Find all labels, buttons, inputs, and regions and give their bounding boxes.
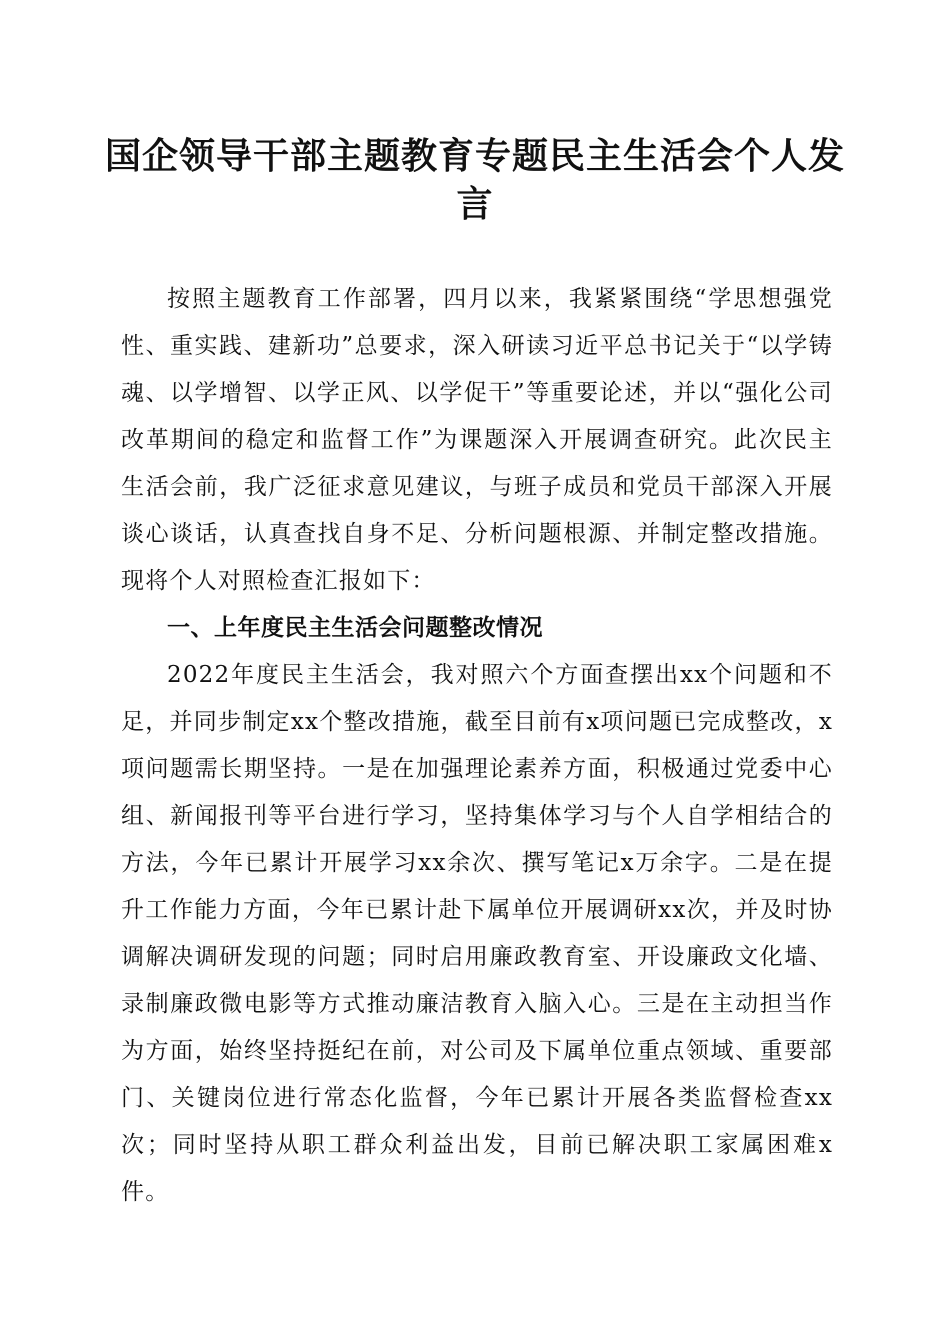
document-title: 国企领导干部主题教育专题民主生活会个人发言	[104, 135, 845, 225]
document-body	[121, 276, 833, 1216]
intro-paragraph: 按照主题教育工作部署，四月以来，我紧紧围绕“学思想强党性、重实践、建新功”总要求，深入研读习近平总书记关于“以学铸魂、以学增智、以学正风、以学促干”等重要论述，并以“强化公司改革期间的稳定和监督工作”为课题深入开展调查研究。此次民主生活会前，我广泛征求意见建议，与班子成员和党员干部深入开展谈心谈话，认真查找自身不足、分析问题根源、并制定整改措施。现将个人对照检查汇报如下：	[121, 286, 833, 594]
rectification-paragraph: 2022年度民主生活会，我对照六个方面查摆出xx个问题和不足，并同步制定xx个整改措施，截至目前有x项问题已完成整改，x项问题需长期坚持。一是在加强理论素养方面，积极通过党委中心组、新闻报刊等平台进行学习，坚持集体学习与个人自学相结合的方法，今年已累计开展学习xx余次、撰写笔记x万余字。二是在提升工作能力方面，今年已累计赴下属单位开展调研xx次，并及时协调解决调研发现的问题；同时启用廉政教育室、开设廉政文化墙、录制廉政微电影等方式推动廉洁教育入脑入心。三是在主动担当作为方面，始终坚持挺纪在前，对公司及下属单位重点领域、重要部门、关键岗位进行常态化监督，今年已累计开展各类监督检查xx次；同时坚持从职工群众利益出发，目前已解决职工家属困难x件。	[121, 662, 833, 1205]
section-heading: 一、上年度民主生活会问题整改情况	[167, 615, 543, 641]
